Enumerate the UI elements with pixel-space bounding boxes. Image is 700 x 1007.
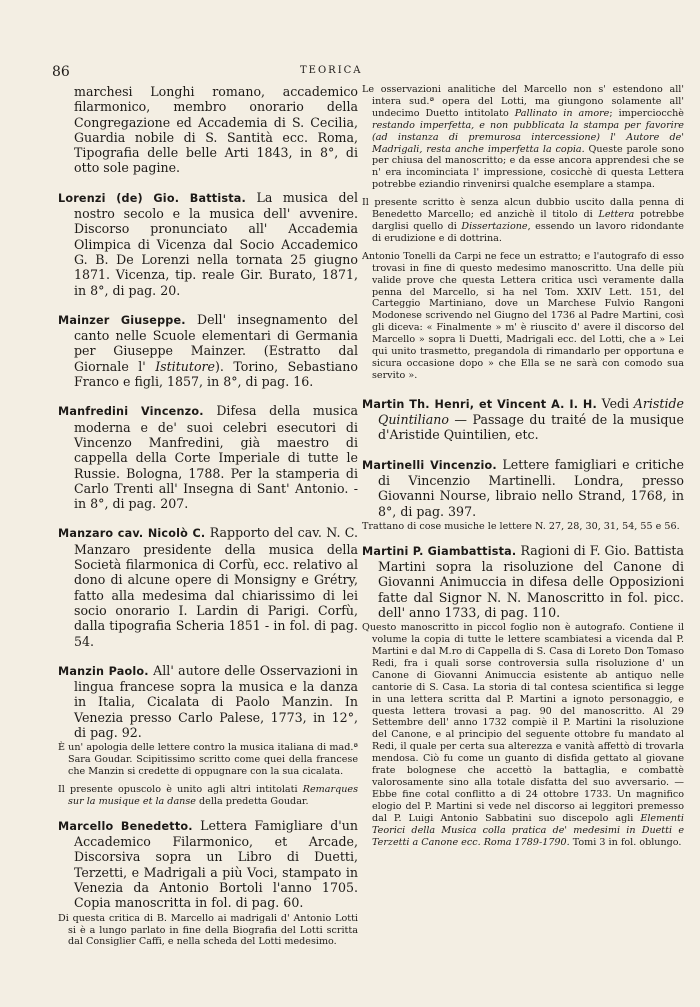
note-text: Il presente scritto è senza alcun dubbio uscito dalla penna di Benedetto Marcello; ed anzichè il titolo di bbox=[362, 197, 684, 221]
entry-note bbox=[58, 784, 358, 808]
entry-martinelli bbox=[362, 457, 684, 533]
entry-italic: Aristide Quintiliano bbox=[378, 395, 684, 428]
page-number: 86 bbox=[52, 64, 70, 80]
marcello-note-continued bbox=[362, 84, 684, 191]
marcello-note-2 bbox=[362, 197, 684, 245]
note-italic: Lettera bbox=[598, 209, 635, 221]
note-italic: Dissertazione bbox=[461, 220, 528, 232]
note-text: Le osservazioni analitiche del Marcello non s' estendono all' intera sud.ª opera del Lotti, ma giungono solamente all' undecimo Duetto intitolato bbox=[362, 84, 684, 119]
note-italic-title: Elementi Teorici della Musica colla pratica de' medesimi in Duetti e Terzetti a Canone ecc. Roma 1789-1790. bbox=[372, 812, 684, 848]
note-italic-title: Remarques sur la musique et la danse bbox=[68, 784, 358, 807]
note-text: ; imperciocchè bbox=[609, 107, 684, 119]
note-italic-quote: restando imperfetta, e non pubblicata la stampa per favorire (ad instanza di premurosa intercessione) l' Autore de' Madrigali, resta anche imperfetta la copia. bbox=[372, 119, 684, 155]
entry-paragraph bbox=[362, 457, 684, 519]
note-italic: Pallinato in amore bbox=[514, 107, 610, 119]
entry-headword: Martin Th. Henri, et Vincent A. I. H. bbox=[362, 397, 597, 411]
note-text: Il presente opuscolo è unito agli altri intitolati bbox=[58, 784, 303, 795]
entry-paragraph bbox=[58, 663, 358, 740]
entry-paragraph bbox=[58, 190, 358, 298]
note-text: , essendo un lavoro ridondante di erudizione e di dottrina. bbox=[372, 220, 684, 244]
note-text: Queste parole sono per chiusa del manoscritto; e da esse ancora apprendesi che se n' era incominciata l' impressione, cosicchè di questa Lettera potrebbe eziandio rinvenirsi qualche esemplare a stampa. bbox=[372, 143, 684, 191]
entry-text: Rapporto del cav. N. C. Manzaro presidente della musica della Società filarmonica di Corfù, ecc. relativo al dono di alcune opere di Monsigny e Grétry, fatto alla medesima dal chiarissimo di lei socio onorario I. Lardin di Parigi. Corfù, dalla tipografia Scheria 1851 - in fol. di pag. 54. bbox=[74, 525, 358, 649]
entry-text: Lettera Famigliare d'un Accademico Filarmonico, et Arcade, Discorsiva sopra un Libro di Duetti, Terzetti, e Madrigali a più Voci, stampato in Venezia da Antonio Bortoli l'anno 1705. Copia manoscritta in fol. di pag. 60. bbox=[74, 817, 358, 911]
entry-text: Vedi bbox=[601, 395, 634, 411]
entry-marcello bbox=[58, 818, 358, 949]
entry-headword: Marcello Benedetto. bbox=[58, 819, 193, 833]
entry-paragraph bbox=[58, 525, 358, 648]
entry-paragraph bbox=[58, 403, 358, 511]
entry-text: Dell' insegnamento del canto nelle Scuole elementari di Germania per Giuseppe Mainzer. (Estratto dal Giornale l' bbox=[74, 311, 358, 374]
entry-text: All' autore delle Osservazioni in lingua francese sopra la musica e la danza in Italia, Cicalata di Paolo Manzin. In Venezia presso Carlo Palese, 1773, in 12°, di pag. 92. bbox=[74, 662, 358, 740]
note-text-end: della predetta Goudar. bbox=[195, 795, 309, 807]
entry-text-end: ). Torino, Sebastiano Franco e figli, 1857, in 8°, di pag. 16. bbox=[74, 358, 358, 390]
entry-text: Lettere famigliari e critiche di Vincenzio Martinelli. Londra, presso Giovanni Nourse, libraio nello Strand, 1768, in 8°, di pag. 397. bbox=[378, 456, 684, 519]
entry-headword: Mainzer Giuseppe. bbox=[58, 313, 186, 327]
marcello-note-3: Antonio Tonelli da Carpi ne fece un estratto; e l'autografo di esso trovasi in fine di questo medesimo manoscritto. Una delle più valide prove che questa Lettera critica uscì veramente dalla penna del Marcello, si ha nel Tom. XXIV Lett. 151, del Carteggio Martiniano, dove un Marchese Fulvio Rangoni Modonese scrivendo nel Giugno del 1736 al Padre Martini, così gli diceva: « Finalmente » m' è riuscito d' avere il discorso del Marcello » sopra li Duetti, Madrigali ecc. del Lotti, che a » Lei qui unito trasmetto, pregandola di rimandarlo per opportuna e sicura occasione dopo » che Ella se ne sarà con comodo sua servito ». bbox=[362, 250, 684, 381]
entry-manzaro bbox=[58, 525, 358, 648]
entry-text: La musica del nostro secolo e la musica dell' avvenire. Discorso pronunciato all' Accademia Olimpica di Vicenza dal Socio Accademico G. B. De Lorenzi nella tornata 25 giugno 1871. Vicenza, tip. reale Gir. Burato, 1871, in 8°, di pag. 20. bbox=[74, 189, 358, 298]
entry-headword: Martinelli Vincenzio. bbox=[362, 458, 497, 472]
entry-mainzer bbox=[58, 312, 358, 389]
entry-note: Di questa critica di B. Marcello ai madrigali d' Antonio Lotti si è a lungo parlato in fine della Biografia del Lotti scritta dal Consiglier Caffi, e nella scheda del Lotti medesimo. bbox=[58, 912, 358, 948]
entry-paragraph bbox=[362, 396, 684, 443]
right-column bbox=[362, 84, 684, 984]
entry-headword: Manzaro cav. Nicolò C. bbox=[58, 527, 206, 541]
entry-martini bbox=[362, 543, 684, 849]
entry-continuation bbox=[58, 84, 358, 176]
entry-text-end: — Passage du traité de la musique d'Aristide Quintilien, etc. bbox=[378, 412, 684, 443]
entry-manfredini bbox=[58, 403, 358, 511]
note-text-end: Tomi 3 in fol. oblungo. bbox=[569, 836, 682, 848]
entry-lorenzi bbox=[58, 190, 358, 298]
entry-headword: Martini P. Giambattista. bbox=[362, 544, 517, 558]
entry-martin bbox=[362, 396, 684, 443]
entry-text: marchesi Longhi romano, accademico filarmonico, membro onorario della Congregazione ed Accademia di S. Cecilia, Guardia nobile di S. Santità ecc. Roma, Tipografia delle belle Arti 1843, in 8°, di otto sole pagine. bbox=[74, 84, 358, 176]
entry-headword: Manzin Paolo. bbox=[58, 664, 149, 678]
entry-paragraph bbox=[58, 818, 358, 911]
running-title: TEORICA bbox=[300, 65, 363, 76]
note-text: potrebbe darglisi quello di bbox=[372, 209, 684, 232]
entry-headword: Lorenzi (de) Gio. Battista. bbox=[58, 191, 246, 205]
entry-italic-title: Istitutore bbox=[155, 358, 216, 374]
entry-headword: Manfredini Vincenzo. bbox=[58, 405, 204, 419]
entry-note: Trattano di cose musiche le lettere N. 27, 28, 30, 31, 54, 55 e 56. bbox=[362, 520, 680, 532]
running-header bbox=[0, 60, 700, 80]
entry-note bbox=[362, 622, 684, 848]
entry-text: Difesa della musica moderna e de' suoi celebri esecutori di Vincenzo Manfredini, già maestro di cappella della Corte Imperiale di tutte le Russie. Bologna, 1788. Per la stamperia di Carlo Trenti all' Insegna di Sant' Antonio. - in 8°, di pag. 207. bbox=[74, 403, 358, 512]
entry-paragraph bbox=[58, 312, 358, 389]
entry-manzin bbox=[58, 663, 358, 808]
entry-text: Ragioni di F. Gio. Battista Martini sopra la risoluzione del Canone di Giovanni Animuccia in difesa delle Opposizioni fatte dal Signor N. N. Manoscritto in fol. picc. dell' anno 1733, di pag. 110. bbox=[378, 542, 684, 620]
entry-paragraph bbox=[362, 543, 684, 620]
note-text: Questo manoscritto in piccol foglio non è autografo. Contiene il volume la copia di tutte le lettere scambiatesi a vicenda dal P. Martini e dal M.ro di Cappella di S. Casa di Loreto Don Tomaso Redi, fra i quali sorse controversia sulla risoluzione d' un Canone di Giovanni Animuccia esistente ab antiquo nelle cantorie di S. Casa. La storia di tal contesa scientifica si legge in una lettera scritta dal P. Martini a ignoto personaggio, e questa lettera trovasi a pag. 90 del manoscritto. Al 29 Settembre dell' anno 1732 compiè il P. Martini la risoluzione del Canone, e al principio del seguente ottobre fu mandato al Redi, il quale per certa sua alterezza e vanità affettò di trovarla mendosa. Ciò fu come un guanto di disfida gettato al giovane frate bolognese che accettò la battaglia, e combattè valorosamente sino alla totale disfatta del suo avversario. — Ebbe fine cotal conflitto a di 24 ottobre 1733. Un magnifico elogio del P. Martini si vede nel discorso ai leggitori premesso dal P. Luigi Antonio Sabbatini suo discepolo agli bbox=[362, 622, 684, 824]
entry-note: È un' apologia delle lettere contro la musica italiana di mad.ª Sara Goudar. Scipitissimo scritto come quei della francese che Manzin si credette di oppugnare con la sua cicalata. bbox=[58, 742, 358, 778]
left-column bbox=[58, 84, 358, 984]
